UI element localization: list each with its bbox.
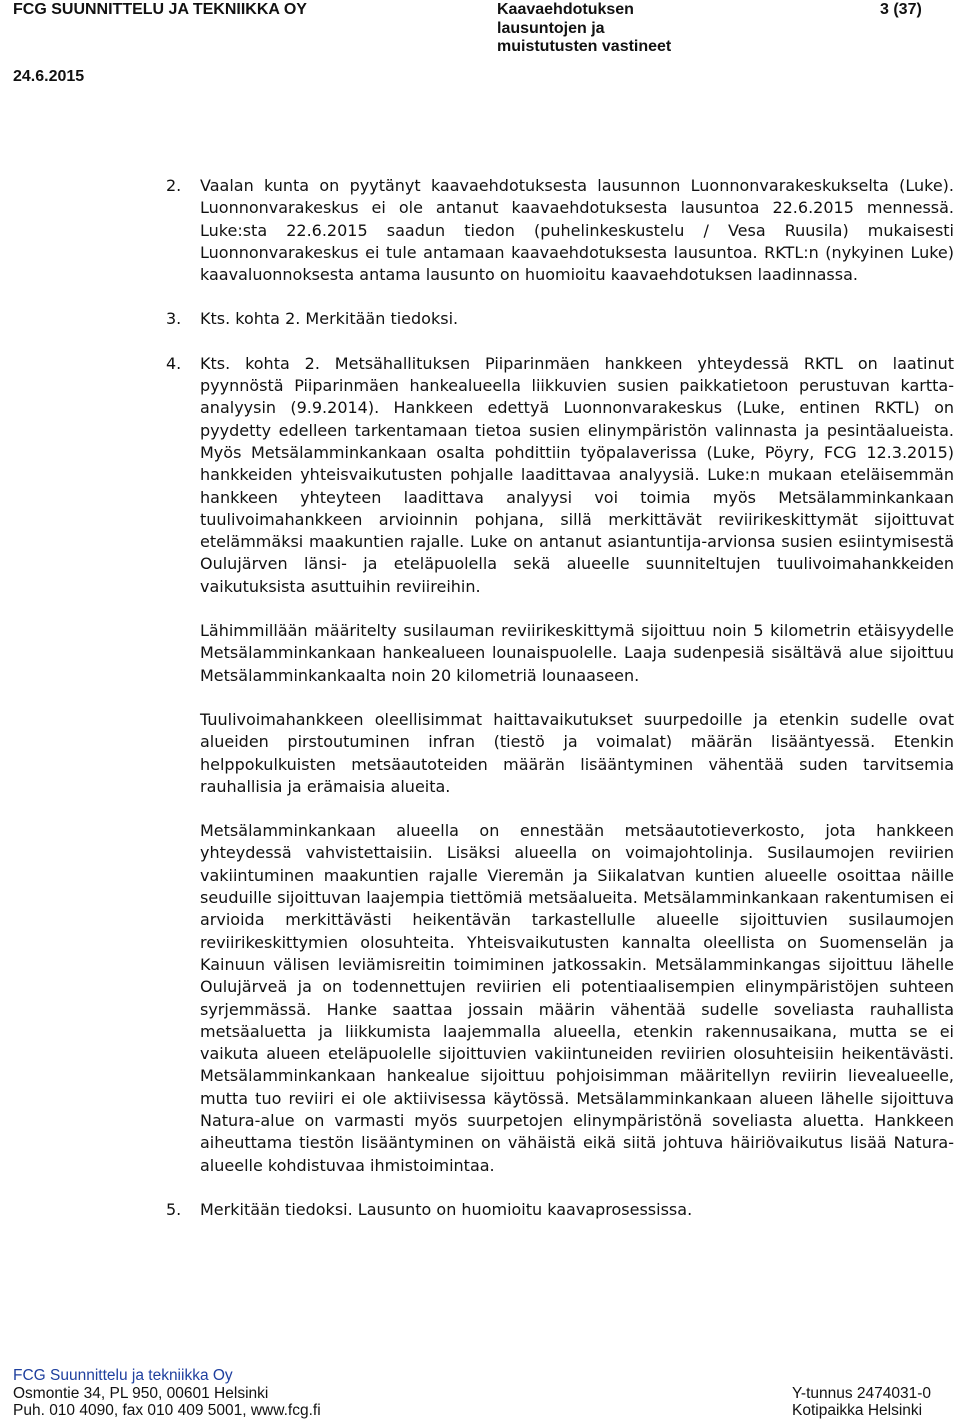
page-header [0,0,960,100]
header-title-line: lausuntojen ja [497,19,605,37]
header-page-number: 3 (37) [880,1,922,18]
item-paragraph: Tuulivoimahankkeen oleellisimmat haittavaikutukset suurpedoille ja etenkin sudelle ovat alueiden pirstoutuminen infran (tiestö ja voimalat) määrän lisääntyessä. Etenkin helppokulkuisten metsäautoteiden määrän lisääntyminen vähentää suden tarvitsemia rauhallisia ja erämaisia alueita. [200,709,954,796]
item-text: Kts. kohta 2. Merkitään tiedoksi. [200,309,459,329]
item-paragraph: Metsälamminkankaan alueella on ennestään metsäautotieverkosto, jota hankkeen yhteydessä vahvistettaisiin. Lisäksi alueella on voimajohtolinja. Susilaumojen reviirien vakiintuminen maakuntien rajalle Vieremän ja Siikalatvan kuntien alueelle osoittaa näille seuduille sijoittuvan laajempia tiettömiä metsäalueita. Metsälamminkankaan rakentumisen ei arvioida merkittävästi heikentävän tarkastellulle alueelle sijoittuvien susilaumojen reviirikeskittymien olosuhteita. Yhteisvaikutusten kannalta oleellista on Suomenselän ja Kainuun välisen leviämisreitin toimiminen jatkossakin. Metsälamminkangas sijoittuu lähelle Oulujärveä ja on todennettujen reviirien eli potentiaalisempien elinympäristöjen suhteen syrjemmässä. Hanke saattaa jossain määrin vähentää sudelle soveliasta rauhallista metsäaluetta ja liikkumista laajemmalla alueella, etenkin rakennusaikana, mutta se ei vaikuta alueen eteläpuolelle sijoittuvien vakiintuneiden reviirien olosuhteisiin heikentävästi. Metsälamminkankaan hankealue sijoittuu pohjoisimman määritellyn reviirin lievealueelle, mutta tuo reviiri ei ole aktiivisessa käytössä. Metsälamminkankaan alueen lähelle sijoittuva Natura-alue on varmasti myös suurpetojen elinympäristönä soveliasta aluetta. Hankkeen aiheuttama tiestön lisääntyminen on vähäistä eikä siitä johtuva häiriövaikutus lisää Natura-alueelle kohdistuvaa ihmistoimintaa. [200,821,954,1175]
document-body [166,175,954,1221]
footer-address: Osmontie 34, PL 950, 00601 Helsinki [13,1384,269,1402]
header-title-line: Kaavaehdotuksen [497,1,634,18]
item-number: 5. [166,1199,182,1219]
footer-domicile: Kotipaikka Helsinki [792,1402,923,1420]
item-paragraph: Lähimmillään määritelty susilauman reviirikeskittymä sijoittuu noin 5 kilometrin etäisyydelle Metsälamminkankaan hankealueen lounaispuolelle. Laaja sudenpesiä sisältävä alue sijoittuu Metsälamminkankaalta noin 20 kilometriä lounaaseen. [200,621,954,685]
footer-contact: Puh. 010 4090, fax 010 409 5001, www.fcg.fi [13,1402,321,1420]
item-text: Merkitään tiedoksi. Lausunto on huomioitu kaavaprosessissa. [200,1199,693,1219]
header-company: FCG SUUNNITTELU JA TEKNIIKKA OY [13,1,307,18]
numbered-item-3 [166,308,954,330]
footer-business-id: Y-tunnus 2474031-0 [792,1384,932,1402]
item-text: Kts. kohta 2. Metsähallituksen Piiparinmäen hankkeen yhteydessä RKTL on laatinut pyynnöstä Piiparinmäen hankealueella liikkuvien susien paikkatietoon perustuvan kartta-analyysin (9.9.2014). Hankkeen edettyä Luonnonvarakeskus (Luke, entinen RKTL) on pyydetty edelleen tarkentamaan tietoa susien elinympäristön valinnasta ja pesintäalueista. Myös Metsälamminkankaan osalta pohdittiin työpalaverissa (Luke, Pöyry, FCG 12.3.2015) hankkeiden yhteisvaikutusten pohjalle laadittavaa analyysiä. Luke:n mukaan eteläisemmän hankkeen yhteyteen laadittava analyysi voi toimia myös Metsälamminkankaan tuulivoimahankkeen arvioinnin pohjana, sillä merkittävät reviirikeskittymät sijoittuvat etelämmäksi maakuntien rajalle. Luke on antanut asiantuntija-arvionsa susien esiintymisestä Oulujärven länsi- ja eteläpuolella sekä alueelle suunniteltujen tuulivoimahankkeiden vaikutuksista asuttuihin reviireihin. [200,353,954,596]
numbered-item-2 [166,175,954,286]
numbered-item-5 [166,1199,954,1221]
item-number: 4. [166,353,182,373]
item-number: 2. [166,176,182,195]
item-text: Vaalan kunta on pyytänyt kaavaehdotuksesta lausunnon Luonnonvarakeskukselta (Luke). Luonnonvarakeskus ei ole antanut kaavaehdotuksesta lausuntoa 22.6.2015 mennessä. Luke:sta 22.6.2015 saadun tiedon (puhelinkeskustelu / Vesa Ruusila) mukaisesti Luonnonvarakeskus ei tule antamaan kaavaehdotuksesta lausuntoa. RKTL:n (nykyinen Luke) kaavaluonnoksesta antama lausunto on huomioitu kaavaehdotuksen laadinnassa. [200,176,954,285]
header-title-line: muistutusten vastineet [497,38,672,55]
header-document-title [497,1,671,57]
numbered-item-4 [166,353,954,598]
page-footer [13,1367,948,1420]
footer-company: FCG Suunnittelu ja tekniikka Oy [13,1367,233,1384]
item-number: 3. [166,309,182,329]
header-date: 24.6.2015 [13,68,85,85]
